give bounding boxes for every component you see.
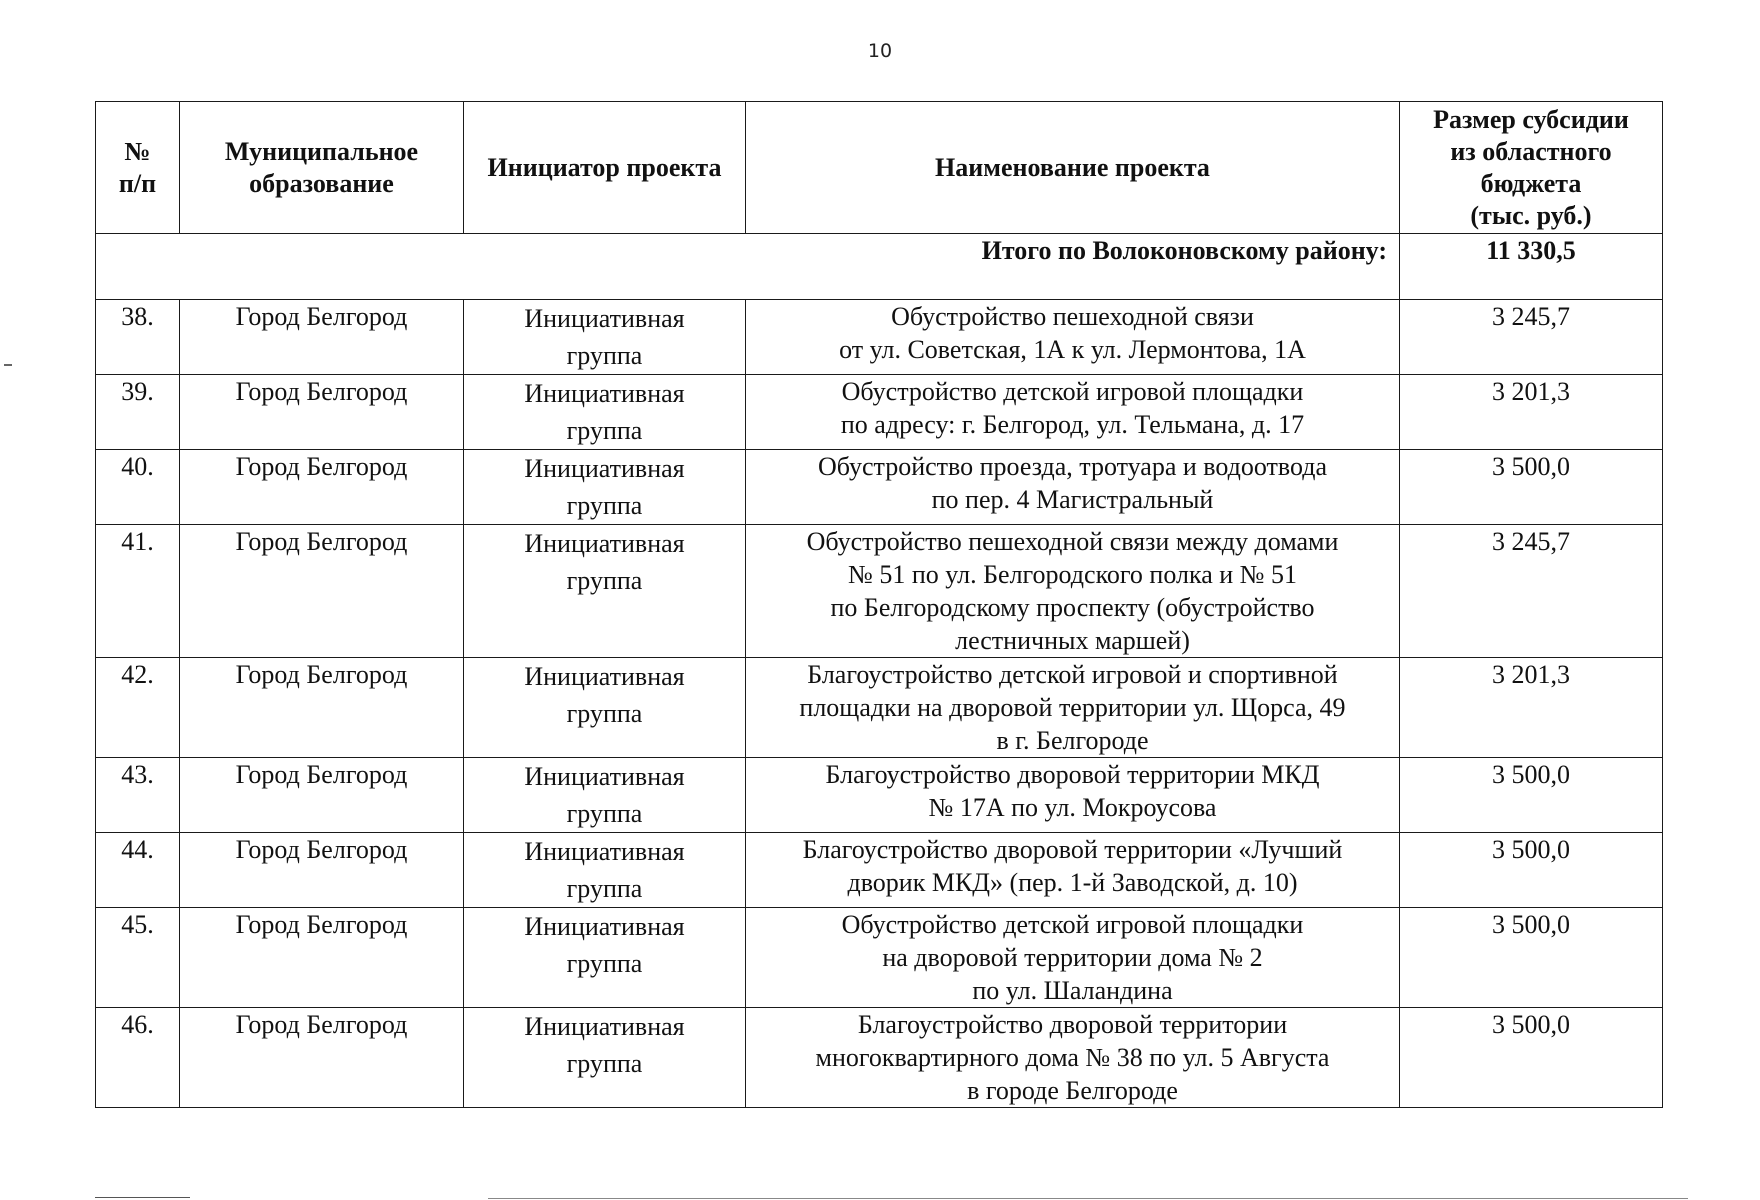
project-name-line: № 51 по ул. Белгородского полка и № 51 bbox=[848, 560, 1297, 589]
project-name-line: Благоустройство дворовой территории bbox=[857, 1010, 1288, 1039]
initiator-line: группа bbox=[566, 1049, 643, 1078]
table-row bbox=[96, 450, 1663, 525]
row-subsidy-amount: 3 245,7 bbox=[1400, 300, 1663, 375]
initiator-line: Инициативная bbox=[524, 912, 685, 941]
table-row bbox=[96, 300, 1663, 375]
project-name-line: Благоустройство дворовой территории «Лучший bbox=[802, 835, 1343, 864]
project-name-line: Благоустройство детской игровой и спортивной bbox=[807, 660, 1338, 689]
project-name-line: площадки на дворовой территории ул. Щорса, 49 bbox=[799, 693, 1346, 722]
row-initiator bbox=[464, 300, 746, 375]
row-municipality: Город Белгород bbox=[180, 375, 464, 450]
header-text: Размер субсидии bbox=[1433, 104, 1629, 134]
row-municipality: Город Белгород bbox=[180, 758, 464, 833]
project-name-line: на дворовой территории дома № 2 bbox=[882, 943, 1263, 972]
row-subsidy-amount: 3 245,7 bbox=[1400, 525, 1663, 658]
initiator-line: Инициативная bbox=[524, 379, 685, 408]
footer-rule-left bbox=[95, 1197, 190, 1198]
header-text: бюджета bbox=[1480, 168, 1582, 198]
total-value: 11 330,5 bbox=[1400, 234, 1663, 300]
row-subsidy-amount: 3 500,0 bbox=[1400, 758, 1663, 833]
table-row bbox=[96, 375, 1663, 450]
header-text: из областного bbox=[1450, 136, 1612, 166]
project-name-line: по пер. 4 Магистральный bbox=[931, 485, 1214, 514]
table-header bbox=[96, 102, 1663, 234]
row-number: 41. bbox=[96, 525, 180, 658]
row-municipality: Город Белгород bbox=[180, 450, 464, 525]
row-municipality: Город Белгород bbox=[180, 908, 464, 1008]
initiator-line: группа bbox=[566, 699, 643, 728]
row-municipality: Город Белгород bbox=[180, 525, 464, 658]
project-name-line: № 17А по ул. Мокроусова bbox=[928, 793, 1217, 822]
row-project-name bbox=[746, 525, 1400, 658]
project-name-line: в г. Белгороде bbox=[996, 726, 1149, 755]
project-name-line: Обустройство детской игровой площадки bbox=[841, 910, 1304, 939]
header-initiator bbox=[464, 102, 746, 234]
row-project-name bbox=[746, 833, 1400, 908]
initiator-line: группа bbox=[566, 874, 643, 903]
row-municipality: Город Белгород bbox=[180, 300, 464, 375]
row-initiator bbox=[464, 450, 746, 525]
row-project-name bbox=[746, 1008, 1400, 1108]
project-name-line: дворик МКД» (пер. 1-й Заводской, д. 10) bbox=[847, 868, 1298, 897]
row-subsidy-amount: 3 500,0 bbox=[1400, 450, 1663, 525]
project-name-line: Обустройство пешеходной связи bbox=[891, 302, 1254, 331]
table-row bbox=[96, 658, 1663, 758]
initiator-line: группа bbox=[566, 491, 643, 520]
row-initiator bbox=[464, 758, 746, 833]
row-project-name bbox=[746, 658, 1400, 758]
row-initiator bbox=[464, 1008, 746, 1108]
row-number: 39. bbox=[96, 375, 180, 450]
table-row bbox=[96, 908, 1663, 1008]
row-number: 43. bbox=[96, 758, 180, 833]
project-name-line: Обустройство проезда, тротуара и водоотвода bbox=[817, 452, 1328, 481]
row-initiator bbox=[464, 525, 746, 658]
row-municipality: Город Белгород bbox=[180, 833, 464, 908]
row-number: 38. bbox=[96, 300, 180, 375]
row-initiator bbox=[464, 658, 746, 758]
header-project-name bbox=[746, 102, 1400, 234]
row-project-name bbox=[746, 908, 1400, 1008]
row-initiator bbox=[464, 375, 746, 450]
project-name-line: по адресу: г. Белгород, ул. Тельмана, д. 17 bbox=[840, 410, 1305, 439]
table-row bbox=[96, 1008, 1663, 1108]
row-project-name bbox=[746, 450, 1400, 525]
row-project-name bbox=[746, 375, 1400, 450]
header-text: Инициатор проекта bbox=[487, 152, 722, 182]
header-row bbox=[96, 102, 1663, 234]
row-number: 45. bbox=[96, 908, 180, 1008]
total-label: Итого по Волоконовскому району: bbox=[96, 234, 1400, 300]
header-num bbox=[96, 102, 180, 234]
project-name-line: по ул. Шаландина bbox=[972, 976, 1173, 1005]
project-name-line: Обустройство пешеходной связи между домами bbox=[806, 527, 1339, 556]
row-initiator bbox=[464, 833, 746, 908]
row-project-name bbox=[746, 300, 1400, 375]
header-text: № bbox=[124, 136, 151, 166]
row-subsidy-amount: 3 201,3 bbox=[1400, 658, 1663, 758]
table-row bbox=[96, 758, 1663, 833]
row-subsidy-amount: 3 500,0 bbox=[1400, 908, 1663, 1008]
initiator-line: группа bbox=[566, 566, 643, 595]
row-number: 46. bbox=[96, 1008, 180, 1108]
project-name-line: в городе Белгороде bbox=[967, 1076, 1178, 1105]
row-subsidy-amount: 3 500,0 bbox=[1400, 1008, 1663, 1108]
header-text: (тыс. руб.) bbox=[1470, 200, 1592, 230]
row-municipality: Город Белгород bbox=[180, 658, 464, 758]
footer-rule-right bbox=[488, 1198, 1688, 1199]
project-name-line: по Белгородскому проспекту (обустройство bbox=[830, 593, 1315, 622]
page-number: 10 bbox=[867, 40, 893, 62]
initiator-line: Инициативная bbox=[524, 304, 685, 333]
header-text: Наименование проекта bbox=[935, 152, 1210, 182]
project-name-line: многоквартирного дома № 38 по ул. 5 Августа bbox=[815, 1043, 1330, 1072]
header-text: п/п bbox=[118, 168, 157, 198]
margin-mark bbox=[4, 364, 12, 366]
row-number: 42. bbox=[96, 658, 180, 758]
initiator-line: группа bbox=[566, 416, 643, 445]
project-name-line: от ул. Советская, 1А к ул. Лермонтова, 1А bbox=[839, 335, 1306, 364]
subsidy-table bbox=[95, 101, 1663, 1108]
table-row bbox=[96, 525, 1663, 658]
header-municipality bbox=[180, 102, 464, 234]
header-text: Муниципальное bbox=[224, 136, 419, 166]
header-subsidy bbox=[1400, 102, 1663, 234]
initiator-line: Инициативная bbox=[524, 662, 685, 691]
row-number: 40. bbox=[96, 450, 180, 525]
initiator-line: группа bbox=[566, 949, 643, 978]
project-name-line: Обустройство детской игровой площадки bbox=[841, 377, 1304, 406]
row-municipality: Город Белгород bbox=[180, 1008, 464, 1108]
project-name-line: лестничных маршей) bbox=[955, 626, 1190, 655]
header-text: образование bbox=[249, 168, 394, 198]
total-row bbox=[96, 234, 1663, 300]
initiator-line: Инициативная bbox=[524, 1012, 685, 1041]
row-subsidy-amount: 3 201,3 bbox=[1400, 375, 1663, 450]
initiator-line: Инициативная bbox=[524, 454, 685, 483]
table-row bbox=[96, 833, 1663, 908]
initiator-line: группа bbox=[566, 799, 643, 828]
table-body bbox=[96, 234, 1663, 1108]
project-name-line: Благоустройство дворовой территории МКД bbox=[825, 760, 1320, 789]
row-number: 44. bbox=[96, 833, 180, 908]
initiator-line: группа bbox=[566, 341, 643, 370]
initiator-line: Инициативная bbox=[524, 529, 685, 558]
row-subsidy-amount: 3 500,0 bbox=[1400, 833, 1663, 908]
initiator-line: Инициативная bbox=[524, 762, 685, 791]
row-project-name bbox=[746, 758, 1400, 833]
initiator-line: Инициативная bbox=[524, 837, 685, 866]
row-initiator bbox=[464, 908, 746, 1008]
